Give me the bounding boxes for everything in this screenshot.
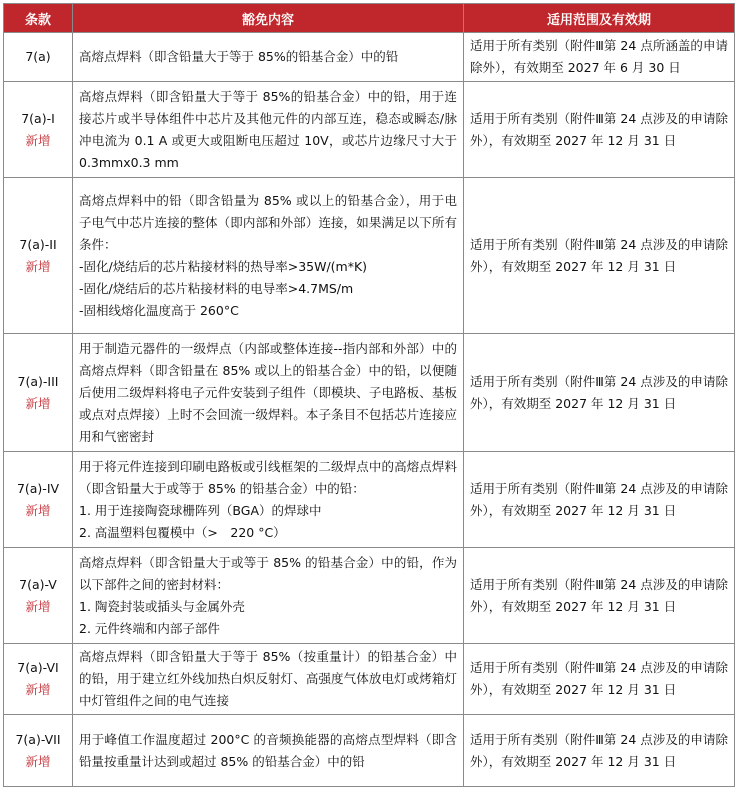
new-tag: 新增 [25,682,51,697]
clause-number: 7(a)-I [21,110,55,126]
header-clause: 条款 [4,4,73,33]
scope-line: 适用于所有类别（附件Ⅲ第 24 点涉及的申请除外），有效期至 2027 年 12 月 31 日 [470,110,728,148]
table-row [4,334,735,452]
table-row [4,178,735,334]
description-line: 高熔点焊料中的铅（即含铅量为 85% 或以上的铅基合金），用于电子电气中芯片连接的整体（即内部和外部）连接，如果满足以下所有条件： [79,192,457,252]
header-exemption: 豁免内容 [73,4,464,33]
description-line: 高熔点焊料（即含铅量大于等于 85%（按重量计）的铅基合金）中的铅，用于建立红外线加热白炽反射灯、高强度气体放电灯或烤箱灯中灯管组件之间的电气连接 [79,649,457,708]
description-line: 用于将元件连接到印刷电路板或引线框架的二级焊点中的高熔点焊料（即含铅量大于或等于 85% 的铅基合金）中的铅： [79,458,457,496]
table-header-row [4,4,735,33]
new-tag: 新增 [25,598,51,614]
description-line: 2. 元件终端和内部子部件 [79,620,220,636]
description-line: 2. 高温塑料包覆模中（> 220 °C） [79,524,286,540]
scope-validity [464,82,735,178]
clause-number: 7(a) [25,49,51,64]
scope-validity [464,452,735,548]
table-row [4,548,735,644]
clause-number: 7(a)-VII [15,731,61,747]
clause-number: 7(a)-IV [16,480,60,496]
description-line: 1. 陶瓷封装或插头与金属外壳 [79,598,245,614]
scope-line: 适用于所有类别（附件Ⅲ第 24 点所涵盖的申请除外），有效期至 2027 年 6 月 30 日 [470,38,728,75]
exemption-description [73,452,464,548]
exemption-description [73,334,464,452]
clause-cell [4,644,73,715]
table-row [4,715,735,787]
clause-number: 7(a)-III [17,373,59,389]
header-scope: 适用范围及有效期 [464,4,735,33]
scope-line: 适用于所有类别（附件Ⅲ第 24 点涉及的申请除外），有效期至 2027 年 12 月 31 日 [470,660,728,697]
description-line: -固化/烧结后的芯片粘接材料的电导率>4.7MS/m [79,280,354,296]
exemption-table [3,3,735,787]
table-row [4,452,735,548]
clause-cell [4,178,73,334]
exemption-description [73,715,464,787]
scope-line: 适用于所有类别（附件Ⅲ第 24 点涉及的申请除外），有效期至 2027 年 12 月 31 日 [470,576,728,614]
scope-validity [464,178,735,334]
scope-line: 适用于所有类别（附件Ⅲ第 24 点涉及的申请除外），有效期至 2027 年 12 月 31 日 [470,373,728,411]
table-row [4,82,735,178]
description-line: 高熔点焊料（即含铅量大于或等于 85% 的铅基合金）中的铅，作为以下部件之间的密封材料： [79,554,457,592]
table-body [4,33,735,787]
clause-cell [4,33,73,82]
scope-validity [464,334,735,452]
description-line: -固化/烧结后的芯片粘接材料的热导率>35W/(m*K) [79,258,368,274]
clause-cell [4,82,73,178]
scope-line: 适用于所有类别（附件Ⅲ第 24 点涉及的申请除外），有效期至 2027 年 12 月 31 日 [470,236,728,274]
exemption-description [73,644,464,715]
scope-validity [464,548,735,644]
clause-cell [4,548,73,644]
table-row [4,33,735,82]
clause-number: 7(a)-VI [17,660,59,675]
description-line: 高熔点焊料（即含铅量大于等于 85%的铅基合金）中的铅 [79,49,399,64]
new-tag: 新增 [25,395,51,411]
clause-number: 7(a)-II [19,236,57,252]
clause-cell [4,452,73,548]
scope-validity [464,644,735,715]
scope-validity [464,33,735,82]
new-tag: 新增 [25,753,51,769]
exemption-description [73,33,464,82]
description-line: 高熔点焊料（即含铅量大于等于 85%的铅基合金）中的铅，用于连接芯片或半导体组件中芯片及其他元件的内部互连，稳态或瞬态/脉冲电流为 0.1 A 或更大或阻断电压超过 10V，或芯片边缘尺寸大于 0.3mmx0.3 mm [79,88,457,170]
description-line: 1. 用于连接陶瓷球栅阵列（BGA）的焊球中 [79,502,322,518]
scope-line: 适用于所有类别（附件Ⅲ第 24 点涉及的申请除外），有效期至 2027 年 12 月 31 日 [470,731,728,769]
exemption-description [73,82,464,178]
description-line: -固相线熔化温度高于 260°C [79,302,239,318]
scope-validity [464,715,735,787]
description-line: 用于制造元器件的一级焊点（内部或整体连接--指内部和外部）中的高熔点焊料（即含铅量在 85% 或以上的铅基合金）中的铅，以便随后使用二级焊料将电子元件安装到子组件（即模块、子电路板、基板或点对点焊接）上时不会回流一级焊料。本子条目不包括芯片连接应用和气密密封 [79,340,457,444]
clause-cell [4,334,73,452]
new-tag: 新增 [25,258,51,274]
new-tag: 新增 [25,132,51,148]
description-line: 用于峰值工作温度超过 200°C 的音频换能器的高熔点型焊料（即含铅量按重量计达到或超过 85% 的铅基合金）中的铅 [79,731,457,769]
exemption-description [73,548,464,644]
table-row [4,644,735,715]
new-tag: 新增 [25,502,51,518]
clause-number: 7(a)-V [19,576,57,592]
clause-cell [4,715,73,787]
scope-line: 适用于所有类别（附件Ⅲ第 24 点涉及的申请除外），有效期至 2027 年 12 月 31 日 [470,480,728,518]
exemption-description [73,178,464,334]
